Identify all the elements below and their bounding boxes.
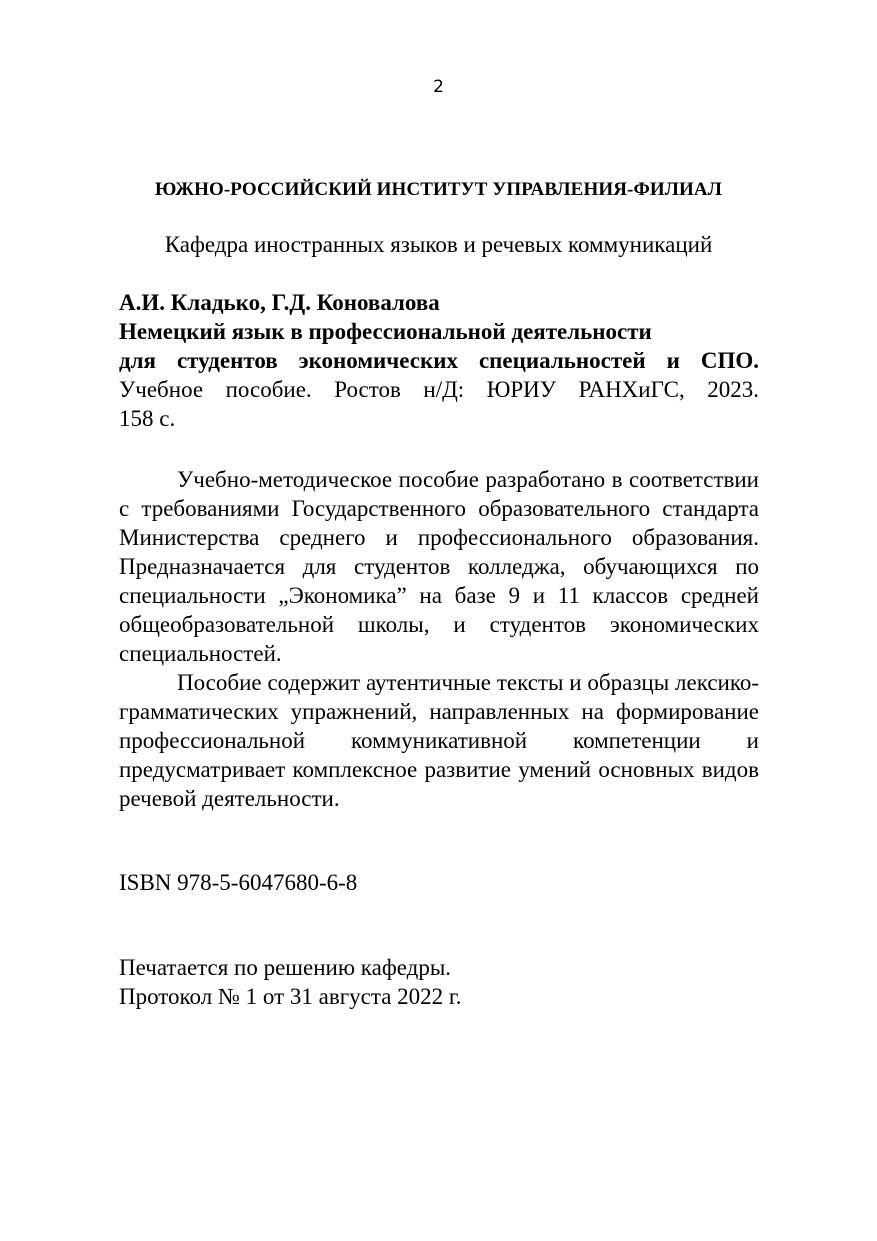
book-title-line-1: Немецкий язык в профессиональной деятельности: [119, 319, 652, 344]
abstract-paragraph: Пособие содержит аутентичные тексты и образцы лексико-грамматических упражнений, направленных на формирование профессиональной коммуникативной компетенции и предусматривает комплексное развитие умений основных видов речевой деятельности.: [119, 670, 759, 811]
book-title-line-2: для студентов экономических специальностей и СПО.: [119, 348, 759, 373]
approval-note: Печатается по решению кафедры.: [119, 955, 452, 980]
abstract: [119, 465, 759, 813]
publication-note: [119, 953, 759, 1011]
bibliographic-record: [119, 288, 759, 433]
authors: А.И. Кладько, Г.Д. Коновалова: [119, 290, 440, 315]
publication-details: Учебное пособие. Ростов н/Д: ЮРИУ РАНХиГС, 2023.: [119, 377, 759, 402]
department-name: Кафедра иностранных языков и речевых коммуникаций: [164, 232, 713, 257]
isbn: ISBN 978-5-6047680-6-8: [119, 870, 358, 895]
institute-name: ЮЖНО-РОССИЙСКИЙ ИНСТИТУТ УПРАВЛЕНИЯ-ФИЛИАЛ: [155, 179, 722, 200]
abstract-paragraph: Учебно-методическое пособие разработано в соответствии с требованиями Государственного образовательного стандарта Министерства среднего и профессионального образования. Предназначается для студентов колледжа, обучающихся по специальности „Экономика” на базе 9 и 11 классов средней общеобразовательной школы, и студентов экономических специальностей.: [119, 467, 759, 666]
page-count: 158 с.: [119, 406, 176, 431]
protocol-note: Протокол № 1 от 31 августа 2022 г.: [119, 984, 462, 1009]
page-number: 2: [433, 77, 444, 97]
